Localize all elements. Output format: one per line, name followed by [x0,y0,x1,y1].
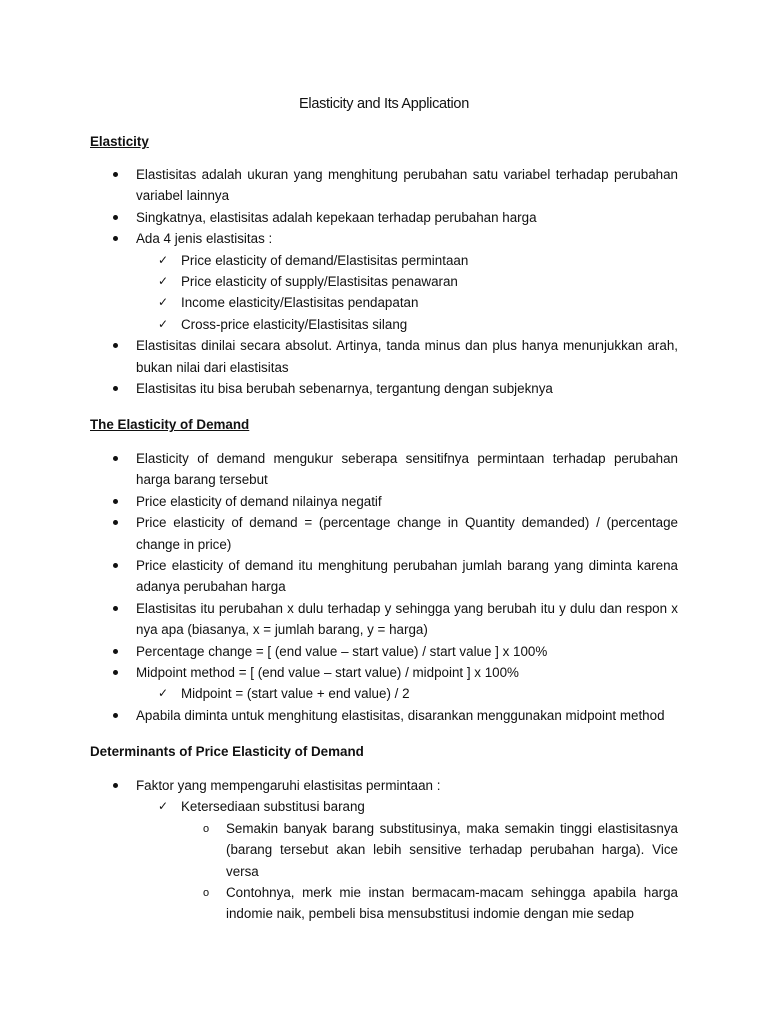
list-item: Elasticity of demand mengukur seberapa sensitifnya permintaan terhadap perubahan harga barang tersebut [90,448,678,491]
section-heading-elasticity-of-demand: The Elasticity of Demand [90,417,250,432]
list-item: Elastisitas adalah ukuran yang menghitung perubahan satu variabel terhadap perubahan variabel lainnya [90,164,678,207]
list-item: Singkatnya, elastisitas adalah kepekaan terhadap perubahan harga [90,207,678,228]
list-item: Faktor yang mempengaruhi elastisitas permintaan : [90,775,678,796]
determinants-list [90,775,678,925]
check-list-item: ✓ Midpoint = (start value + end value) / 2 [90,683,678,704]
list-item: Ada 4 jenis elastisitas : [90,228,678,249]
check-list-item: ✓ Price elasticity of demand/Elastisitas permintaan [90,250,678,271]
section-heading-determinants: Determinants of Price Elasticity of Demand [90,744,364,759]
sub-list-item: o Semakin banyak barang substitusinya, maka semakin tinggi elastisitasnya (barang tersebut akan lebih sensitive terhadap perubahan harga). Vice versa [90,818,678,882]
document-title: Elasticity and Its Application [299,96,469,112]
check-list-item: ✓ Ketersediaan substitusi barang [90,796,678,817]
list-item: Elastisitas itu bisa berubah sebenarnya, tergantung dengan subjeknya [90,378,678,399]
list-item: Elastisitas itu perubahan x dulu terhadap y sehingga yang berubah itu y dulu dan respon x nya apa (biasanya, x = jumlah barang, y = harga) [90,598,678,641]
list-item: Apabila diminta untuk menghitung elastisitas, disarankan menggunakan midpoint method [90,705,678,726]
section-heading-elasticity: Elasticity [90,134,149,149]
elasticity-of-demand-list [90,448,678,726]
check-list-item: ✓ Income elasticity/Elastisitas pendapatan [90,292,678,313]
check-list-item: ✓ Cross-price elasticity/Elastisitas silang [90,314,678,335]
list-item: Price elasticity of demand = (percentage change in Quantity demanded) / (percentage change in price) [90,512,678,555]
list-item: Price elasticity of demand itu menghitung perubahan jumlah barang yang diminta karena adanya perubahan harga [90,555,678,598]
list-item: Price elasticity of demand nilainya negatif [90,491,678,512]
list-item: Percentage change = [ (end value – start value) / start value ] x 100% [90,641,678,662]
sub-list-item: o Contohnya, merk mie instan bermacam-macam sehingga apabila harga indomie naik, pembeli bisa mensubstitusi indomie dengan mie sedap [90,882,678,925]
list-item: Elastisitas dinilai secara absolut. Artinya, tanda minus dan plus hanya menunjukkan arah, bukan nilai dari elastisitas [90,335,678,378]
elasticity-list [90,164,678,399]
list-item: Midpoint method = [ (end value – start value) / midpoint ] x 100% [90,662,678,683]
check-list-item: ✓ Price elasticity of supply/Elastisitas penawaran [90,271,678,292]
